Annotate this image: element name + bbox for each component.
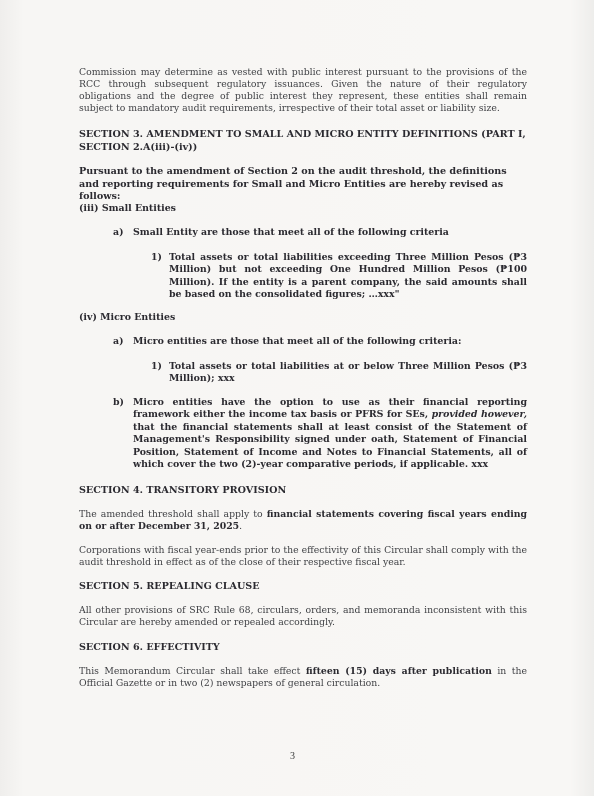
section4-p1-pre: The amended threshold shall apply to [79,509,267,520]
page-number: 3 [290,751,295,762]
section6-p1-pre: This Memorandum Circular shall take effect [79,666,306,677]
small-entities-title: (iii) Small Entities [79,203,176,214]
micro-b-text [133,397,527,471]
micro-b-text-italic: provided however, [431,409,527,421]
section3-heading: SECTION 3. AMENDMENT TO SMALL AND MICRO ENTITY DEFINITIONS (PART I, SECTION 2.A(iii)-(iv)) [79,129,526,153]
small-a-label: a) [113,227,124,238]
micro-b-text-2: that the financial statements shall at least consist of the Statement of Management's Responsibility signed under oath, Statement of Financial Position, Statement of Income and Notes to Financial Statements, all of which cover the two (2)-year comparative periods, if applicable. xxx [133,421,527,471]
section3-lead: Pursuant to the amendment of Section 2 on the audit threshold, the definitions and reporting requirements for Small and Micro Entities are hereby revised as follows: [79,166,507,203]
small-1-text: Total assets or total liabilities exceeding Three Million Pesos (₱3 Million) but not exceeding One Hundred Million Pesos (₱100 Million). If the entity is a parent company, the said amounts shall be based on the consolidated figures; …xxx" [169,252,527,301]
micro-1-text: Total assets or total liabilities at or below Three Million Pesos (₱3 Million); xxx [169,361,527,385]
micro-entities-title: (iv) Micro Entities [79,312,176,323]
section4-p1-bold: financial statements covering fiscal years ending on or after December 31, 2025 [79,509,527,532]
micro-1-label: 1) [151,361,162,372]
section4-heading: SECTION 4. TRANSITORY PROVISION [79,485,287,496]
micro-a-text: Micro entities are those that meet all of the following criteria: [133,336,462,347]
small-1-label: 1) [151,252,162,263]
section4-paragraph-1 [79,509,527,533]
micro-a-label: a) [113,336,124,347]
section5-paragraph: All other provisions of SRC Rule 68, circulars, orders, and memoranda inconsistent with this Circular are hereby amended or repealed accordingly. [79,605,527,628]
section5-heading: SECTION 5. REPEALING CLAUSE [79,581,260,592]
section4-p1-post: . [239,521,243,532]
section6-heading: SECTION 6. EFFECTIVITY [79,642,220,653]
intro-paragraph: Commission may determine as vested with public interest pursuant to the provisions of the RCC through subsequent regulatory issuances. Given the nature of their regulatory obligations and the degree of public interest they represent, these entities shall remain subject to mandatory audit requirements, irrespective of their total asset or liability size. [79,67,527,114]
small-a-text: Small Entity are those that meet all of the following criteria [133,227,449,238]
section4-paragraph-2: Corporations with fiscal year-ends prior to the effectivity of this Circular shall comply with the audit threshold in effect as of the close of their respective fiscal year. [79,545,527,568]
micro-b-label: b) [113,397,124,408]
section6-p1-bold: fifteen (15) days after publication [305,666,492,677]
section6-paragraph [79,666,527,690]
micro-b-text-1: Micro entities have the option to use as their financial reporting framework either the income tax basis or PFRS for SEs, [133,397,527,421]
section6-p1-post: in the Official Gazette or in two (2) newspapers of general circulation. [79,666,527,689]
